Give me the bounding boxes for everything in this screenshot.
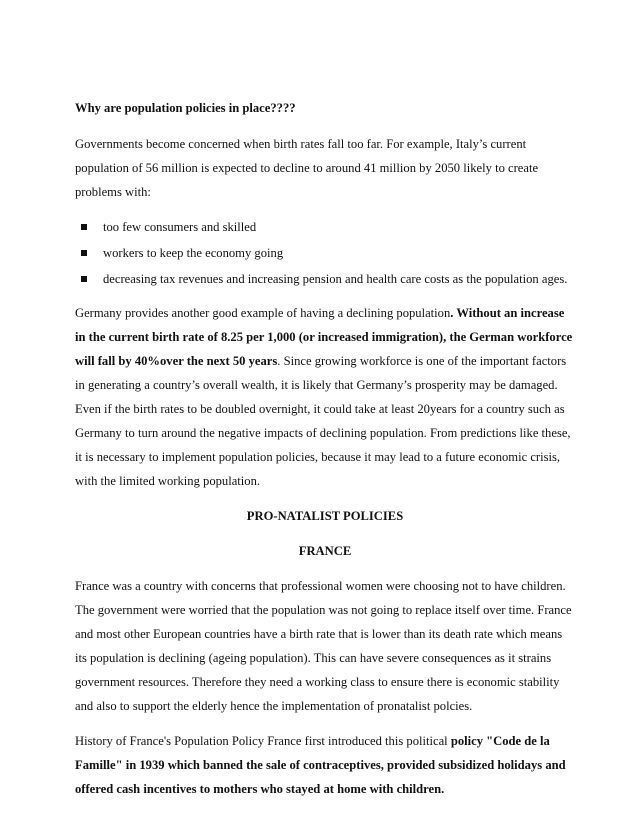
history-paragraph bbox=[75, 729, 575, 801]
list-item: too few consumers and skilled bbox=[75, 215, 575, 239]
germany-paragraph bbox=[75, 301, 575, 493]
list-item: workers to keep the economy going bbox=[75, 241, 575, 265]
germany-lead-text: Germany provides another good example of having a declining population bbox=[75, 306, 451, 320]
list-item: decreasing tax revenues and increasing pension and health care costs as the population ages. bbox=[75, 267, 575, 291]
history-lead-text: History of France's Population Policy France first introduced this political bbox=[75, 734, 451, 748]
section-heading: Why are population policies in place???? bbox=[75, 101, 296, 115]
problems-list bbox=[75, 215, 575, 291]
germany-bold-text: . Without an increase in the current birth rate of 8.25 per 1,000 (or increased immigration), the German workforce will fall by 40%over the next 50 years bbox=[75, 306, 573, 368]
section-title: PRO-NATALIST POLICIES bbox=[246, 509, 404, 523]
intro-paragraph: Governments become concerned when birth rates fall too far. For example, Italy’s current population of 56 million is expected to decline to around 41 million by 2050 likely to create problems with: bbox=[75, 137, 539, 199]
germany-rest-text: . Since growing workforce is one of the important factors in generating a country’s overall wealth, it is likely that Germany’s prosperity may be damaged. Even if the birth rates to be doubled overnight, it could take at least 20years for a country such as Germany to turn around the negative impacts of declining population. From predictions like these, it is necessary to implement population policies, because it may lead to a future economic crisis, with the limited working population. bbox=[75, 354, 571, 488]
subsection-title: FRANCE bbox=[298, 544, 352, 558]
history-bold-text: policy "Code de la Famille" in 1939 which banned the sale of contraceptives, provided subsidized holidays and offered cash incentives to mothers who stayed at home with children. bbox=[75, 734, 566, 796]
france-paragraph: France was a country with concerns that professional women were choosing not to have children. The government were worried that the population was not going to replace itself over time. France and most other European countries have a birth rate that is lower than its death rate which means its population is declining (ageing population). This can have severe consequences as it strains government resources. Therefore they need a working class to ensure there is economic stability and also to support the elderly hence the implementation of pronatalist polcies. bbox=[75, 579, 572, 713]
document-body bbox=[75, 96, 575, 812]
